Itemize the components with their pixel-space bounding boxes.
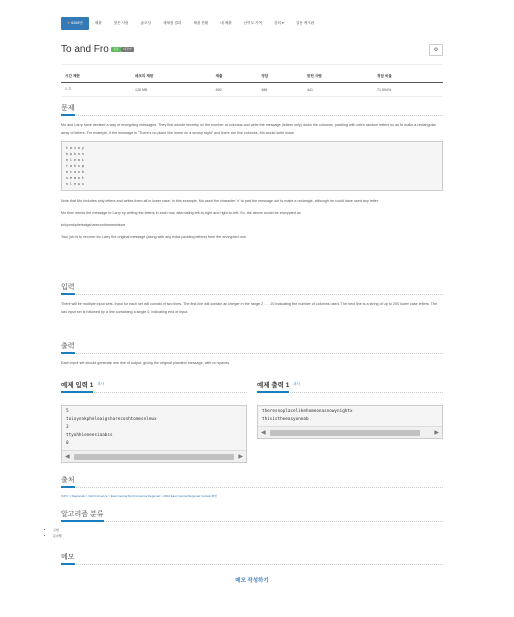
scroll-left-icon[interactable]: ◀	[261, 430, 266, 436]
gear-icon: ⚙	[433, 47, 439, 53]
sample-output-section	[257, 381, 443, 439]
scroll-thumb[interactable]	[74, 454, 234, 460]
source-link[interactable]: North America	[88, 494, 108, 498]
tab-difficulty[interactable]: 난이도 기여	[243, 21, 262, 25]
copy-sample-input-link[interactable]: 복사	[97, 382, 105, 386]
horizontal-scrollbar[interactable]	[258, 426, 442, 438]
tab-problem[interactable]: ★6265번	[61, 17, 89, 30]
section-title-memo: 메모	[61, 553, 75, 565]
description-paragraph: Your job is to recover for Larry the original message (along with any extra padding letters) from the encrypted one.	[61, 235, 247, 239]
grid-row: e l e a i	[66, 158, 84, 162]
source-link[interactable]: Regionals	[71, 494, 85, 498]
scroll-right-icon[interactable]: ▶	[434, 430, 439, 436]
section-title-output: 출력	[61, 342, 75, 354]
description-paragraph: Mo and Larry have devised a way of encrypting messages. They first decide secretly on the number of columns and write the message (letters only) down the columns, padding with extra random letters so as to make a rectangular array of letters. For example, if the message is "There's no place like home on a snowy night" and there are five columns, Mo would write down	[61, 123, 436, 135]
table-header-row	[61, 71, 443, 83]
problem-nav-tabs	[61, 17, 320, 30]
section-header	[61, 476, 443, 488]
tab-short-coding[interactable]: 숏코딩	[140, 21, 151, 25]
title-divider	[61, 64, 443, 65]
horizontal-scrollbar[interactable]	[62, 450, 246, 462]
algorithm-tag[interactable]: • 구현	[53, 527, 443, 533]
output-section	[61, 342, 443, 371]
cell-solvers: 441	[303, 83, 373, 97]
multilang-badge: 다국어	[123, 47, 132, 51]
description-paragraph: Note that Mo includes only letters and writes them all in lower case. In this example, Mo used the character 'x' to pad the message out to make a rectangle, although he could have used any letter.	[61, 199, 379, 203]
star-icon: ★	[67, 21, 71, 25]
section-title-input: 입력	[61, 283, 75, 295]
input-paragraph: There will be multiple input sets. Input for each set will consist of two lines. The first line will contain an integer in the range 2 . . . 20 indicating the number of columns used. The next line is a string of up to 200 lower case letters. The last input set is followed by a line containing a single 0, indicating end of input.	[61, 302, 438, 314]
problem-description-section	[61, 104, 443, 245]
input-section	[61, 283, 443, 320]
section-header	[61, 553, 443, 565]
tab-qna-board[interactable]: 질문 게시판	[295, 21, 315, 25]
header-ratio: 정답 비율	[373, 71, 443, 83]
source-section	[61, 476, 443, 499]
sample-input-text	[62, 406, 246, 450]
section-header	[61, 342, 443, 354]
success-badge: 성공	[113, 47, 119, 51]
tab-lectures[interactable]: 강의 ▾	[274, 21, 284, 25]
sample-input-box[interactable]	[61, 405, 247, 463]
description-paragraph: Mo then sends the message to Larry by writing the letters in each row, alternating left-to-right and right-to-left. So, the above would be encrypted as	[61, 211, 301, 215]
tab-my-submissions[interactable]: 내 제출	[220, 21, 232, 25]
scroll-thumb[interactable]	[270, 430, 420, 436]
scroll-left-icon[interactable]: ◀	[65, 454, 70, 460]
header-solvers: 맞힌 사람	[303, 71, 373, 83]
source-problem-number: B번	[211, 494, 217, 498]
sample-line: theresnoplacelikehomeonasnowynightx	[262, 409, 353, 414]
page-title: To and Fro	[61, 44, 109, 55]
section-title-algorithms: 알고리즘 분류	[61, 510, 104, 522]
section-header	[61, 104, 443, 116]
sample-line: 3	[66, 425, 69, 430]
header-memory-limit: 메모리 제한	[131, 71, 212, 83]
sample-input-title: 예제 입력 1	[61, 381, 93, 393]
header-accepted: 정답	[257, 71, 303, 83]
write-memo-button[interactable]: 메모 작성하기	[235, 578, 269, 584]
settings-button[interactable]	[429, 44, 443, 56]
section-title-problem: 문제	[61, 104, 75, 116]
source-breadcrumb: ICPC > Regionals > North America > East Central North America Regional > 2004 East Central Regional Contest B번	[61, 494, 217, 498]
sample-output-text	[258, 406, 442, 426]
source-link[interactable]: ICPC	[61, 494, 69, 498]
sample-line: thisistheeasyoneab	[262, 417, 309, 422]
algorithm-tag[interactable]: • 문자열	[53, 533, 443, 539]
tab-solved-users[interactable]: 맞은 사람	[113, 21, 129, 25]
cell-ratio: 71.594%	[373, 83, 443, 97]
section-header	[61, 381, 247, 393]
tab-rejudge-results[interactable]: 재채점 결과	[162, 21, 182, 25]
table-row	[61, 83, 443, 97]
section-title-source: 출처	[61, 476, 75, 488]
encrypted-example: toioynnkpheleaigshareconhtomesnlewx	[61, 223, 126, 227]
sample-line: ttyohhieneesiaabss	[66, 433, 113, 438]
problem-info-table	[61, 71, 443, 97]
cell-time-limit: 1 초	[61, 83, 131, 97]
output-paragraph: Each input set should generate one line of output, giving the original plaintext message, with no spaces.	[61, 361, 231, 365]
sample-output-title: 예제 출력 1	[257, 381, 289, 393]
copy-sample-output-link[interactable]: 복사	[293, 382, 301, 386]
grid-row: t o i o y	[66, 146, 84, 150]
sample-input-section	[61, 381, 247, 463]
problem-title-row	[61, 44, 443, 58]
tab-status[interactable]: 채점 현황	[193, 21, 209, 25]
grid-row: r a h s g	[66, 164, 84, 168]
grid-row: n l e w x	[66, 182, 84, 186]
header-time-limit: 시간 제한	[61, 71, 131, 83]
memo-section	[61, 553, 443, 565]
source-link[interactable]: East Central North America Regional	[110, 494, 160, 498]
grid-row: s e m o t	[66, 176, 84, 180]
grid-row: e c o n h	[66, 170, 84, 174]
section-header	[61, 283, 443, 295]
sample-line: 5	[66, 409, 69, 414]
cell-submissions: 692	[212, 83, 258, 97]
source-link[interactable]: 2004 East Central Regional Contest	[163, 494, 212, 498]
algorithm-list	[51, 527, 443, 539]
grid-row: h p k n n	[66, 152, 84, 156]
sample-line: toioynnkpheleaigshareconhtomesnlewx	[66, 417, 157, 422]
example-grid	[61, 141, 443, 191]
section-header	[257, 381, 443, 393]
sample-line: 0	[66, 441, 69, 446]
algorithm-section	[53, 510, 443, 539]
cell-accepted: 486	[257, 83, 303, 97]
cell-memory-limit: 128 MB	[131, 83, 212, 97]
section-header	[61, 510, 443, 522]
header-submissions: 제출	[212, 71, 258, 83]
sample-output-box[interactable]	[257, 405, 443, 439]
scroll-right-icon[interactable]: ▶	[238, 454, 243, 460]
tab-submit[interactable]: 제출	[94, 21, 102, 25]
